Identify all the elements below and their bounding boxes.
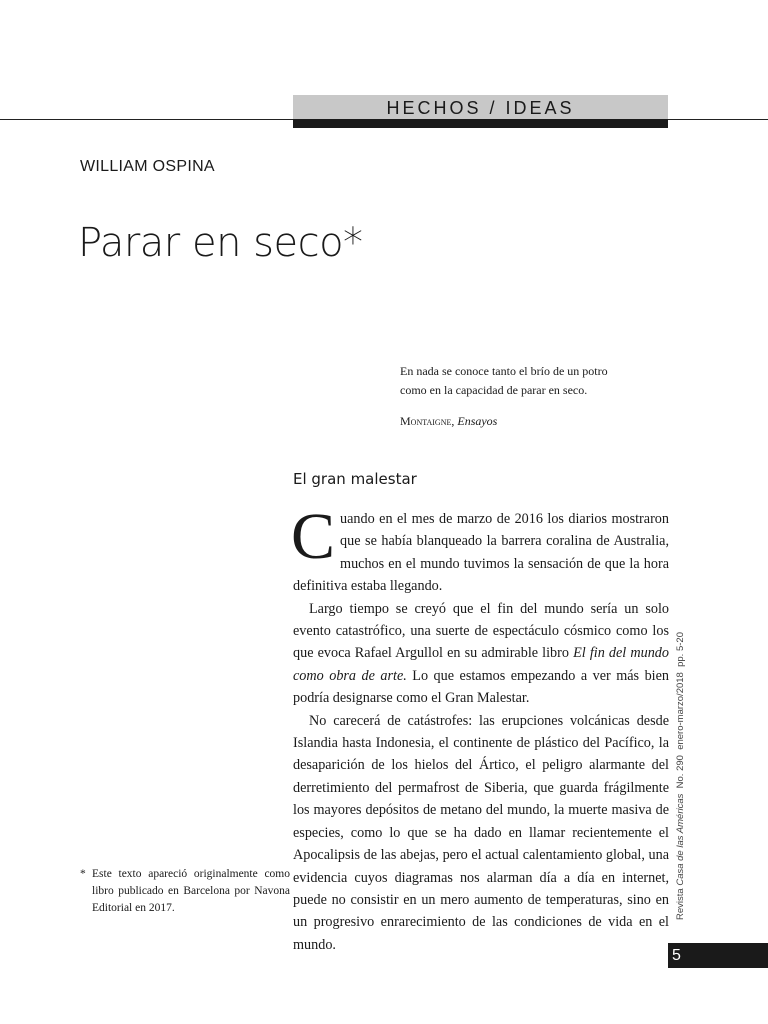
paragraph-3: No carecerá de catástrofes: las erupciones volcánicas desde Islandia hasta Indonesia, el continente de plástico del Pacífico, la desaparición de los hielos del Ártico, el peligro alarmante del derretimiento del permafrost de Siberia, que guarda frágilmente los mayores depósitos de metano del mundo, la muerte masiva de especies, como lo que se ha dado en llamar recientemente el Apocalipsis de las abejas, pero el actual calentamiento global, una evidencia cuyos diagramas nos alarman día a día en internet, puede no consistir en un mero aumento de temperaturas, sino en un progresivo enrarecimiento de las condiciones de vida en el mundo. (293, 712, 669, 953)
epigraph-source-author: Montaigne, (400, 414, 455, 428)
paragraph-2-text-a: Largo tiempo se creyó que el fin del mundo sería un solo evento catastrófico, una suerte de espectáculo cósmico como los que evoca Rafael Argullol en su admirable libro (293, 600, 669, 662)
paragraph-2 (293, 598, 669, 710)
paragraph-2-text-b: Lo que estamos empezando a ver más bien podría designarse como el Gran Malestar. (293, 667, 669, 707)
footnote-mark: * (80, 868, 86, 880)
book-title: El fin del mundo como obra de arte. (293, 645, 669, 684)
journal-issue: No. 290 enero-marzo/2018 pp. 5-20 (675, 632, 686, 794)
epigraph-source-work: Ensayos (457, 414, 498, 428)
journal-prefix: Revista (675, 885, 686, 920)
section-label: HECHOS / IDEAS (386, 98, 575, 118)
journal-sidebar (675, 610, 686, 920)
page-number-bar (668, 943, 768, 968)
footnote-text: Este texto apareció originalmente como libro publicado en Barcelona por Navona Editorial en 2017. (92, 868, 290, 914)
article-title: Parar en seco* (78, 220, 363, 266)
drop-cap: C (291, 500, 336, 573)
paragraph-1 (291, 500, 669, 598)
section-header-bar (293, 119, 668, 128)
footnote (80, 866, 290, 917)
epigraph (400, 362, 668, 400)
journal-name: Casa de las Américas (675, 793, 686, 886)
page-number: 5 (672, 947, 681, 964)
author-name: WILLIAM OSPINA (80, 158, 215, 175)
epigraph-source (400, 414, 497, 429)
epigraph-line-1: En nada se conoce tanto el brío de un potro (400, 364, 608, 378)
section-subheading: El gran malestar (293, 470, 417, 488)
paragraph-1-text: uando en el mes de marzo de 2016 los diarios mostraron que se había blanqueado la barrera coralina de Australia, muchos en el mundo tuvimos la sensación de que la hora definitiva estaba llegando. (293, 511, 669, 595)
article-body (291, 500, 669, 956)
epigraph-line-2: como en la capacidad de parar en seco. (400, 383, 588, 397)
